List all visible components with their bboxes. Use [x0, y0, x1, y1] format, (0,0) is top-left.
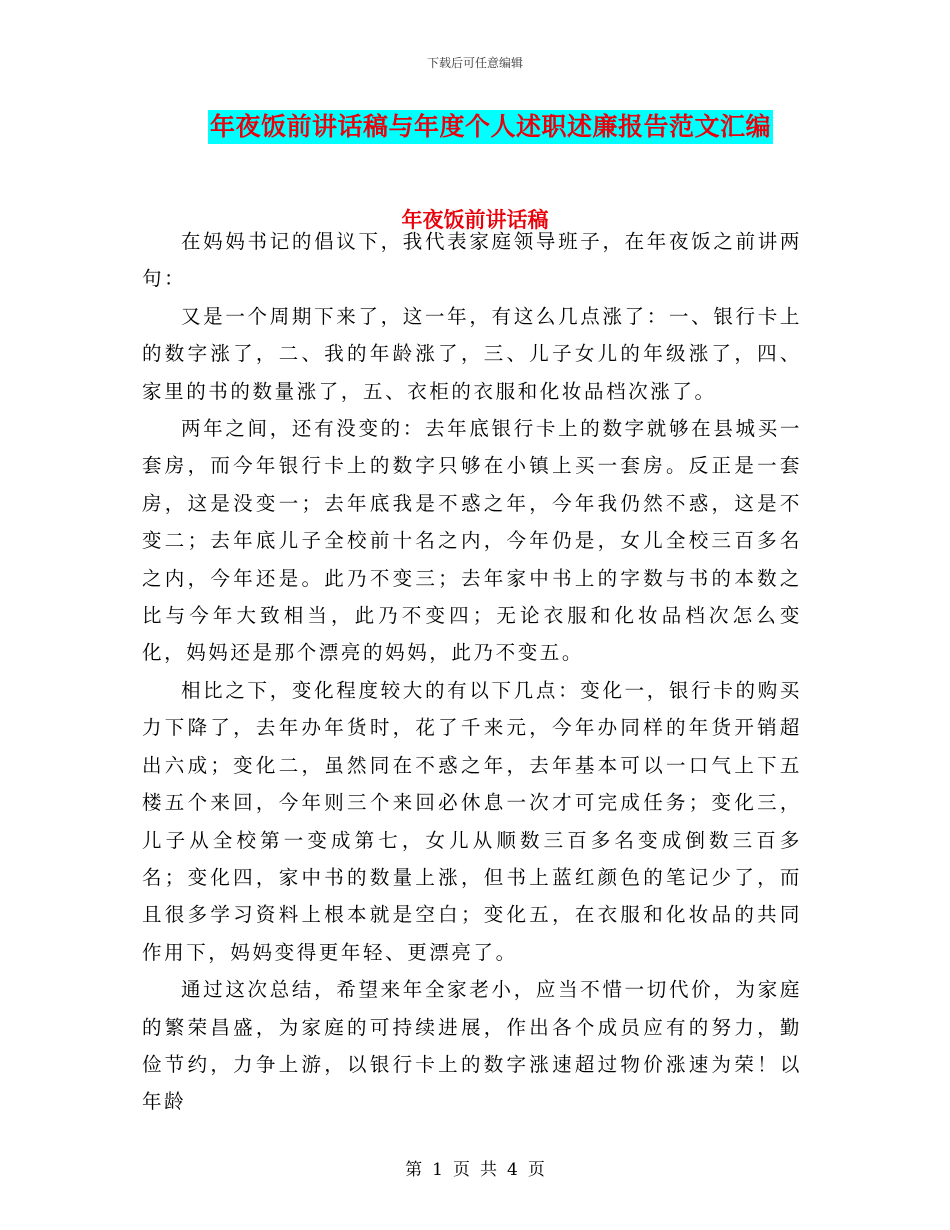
total-suffix: 页: [527, 1160, 545, 1180]
page-footer: [0, 1155, 950, 1180]
paragraph: 两年之间，还有没变的：去年底银行卡上的数字就够在县城买一套房，而今年银行卡上的数字只够在小镇上买一套房。反正是一套房，这是没变一；去年底我是不惑之年，今年我仍然不惑，这是不变二；去年底儿子全校前十名之内，今年仍是，女儿全校三百多名之内，今年还是。此乃不变三；去年家中书上的字数与书的本数之比与今年大致相当，此乃不变四；无论衣服和化妆品档次怎么变化，妈妈还是那个漂亮的妈妈，此乃不变五。: [142, 417, 802, 665]
page-label-mid: 页: [453, 1160, 470, 1180]
document-title: 年夜饭前讲话稿与年度个人述职述廉报告范文汇编: [208, 110, 773, 144]
section-title: 年夜饭前讲话稿: [401, 207, 549, 232]
total-prefix: 共: [480, 1160, 497, 1180]
page-number: 1: [432, 1160, 443, 1180]
paragraph: 又是一个周期下来了，这一年，有这么几点涨了：一、银行卡上的数字涨了，二、我的年龄涨了，三、儿子女儿的年级涨了，四、家里的书的数量涨了，五、衣柜的衣服和化妆品档次涨了。: [142, 304, 802, 403]
total-pages: 4: [507, 1160, 518, 1180]
page-label-prefix: 第: [405, 1160, 423, 1180]
paragraph: 在妈妈书记的倡议下，我代表家庭领导班子，在年夜饭之前讲两句：: [142, 230, 802, 291]
paragraph: 相比之下，变化程度较大的有以下几点：变化一，银行卡的购买力下降了，去年办年货时，花了千来元，今年办同样的年货开销超出六成；变化二，虽然同在不惑之年，去年基本可以一口气上下五楼五个来回，今年则三个来回必休息一次才可完成任务；变化三，儿子从全校第一变成第七，女儿从顺数三百多名变成倒数三百多名；变化四，家中书的数量上涨，但书上蓝红颜色的笔记少了，而且很多学习资料上根本就是空白；变化五，在衣服和化妆品的共同作用下，妈妈变得更年轻、更漂亮了。: [142, 678, 802, 964]
paragraph: 通过这次总结，希望来年全家老小，应当不惜一切代价，为家庭的繁荣昌盛，为家庭的可持续进展，作出各个成员应有的努力，勤俭节约，力争上游，以银行卡上的数字涨速超过物价涨速为荣！以年龄: [142, 978, 802, 1114]
document-body: [142, 223, 802, 1121]
header-note: 下载后可任意编辑: [426, 56, 523, 70]
